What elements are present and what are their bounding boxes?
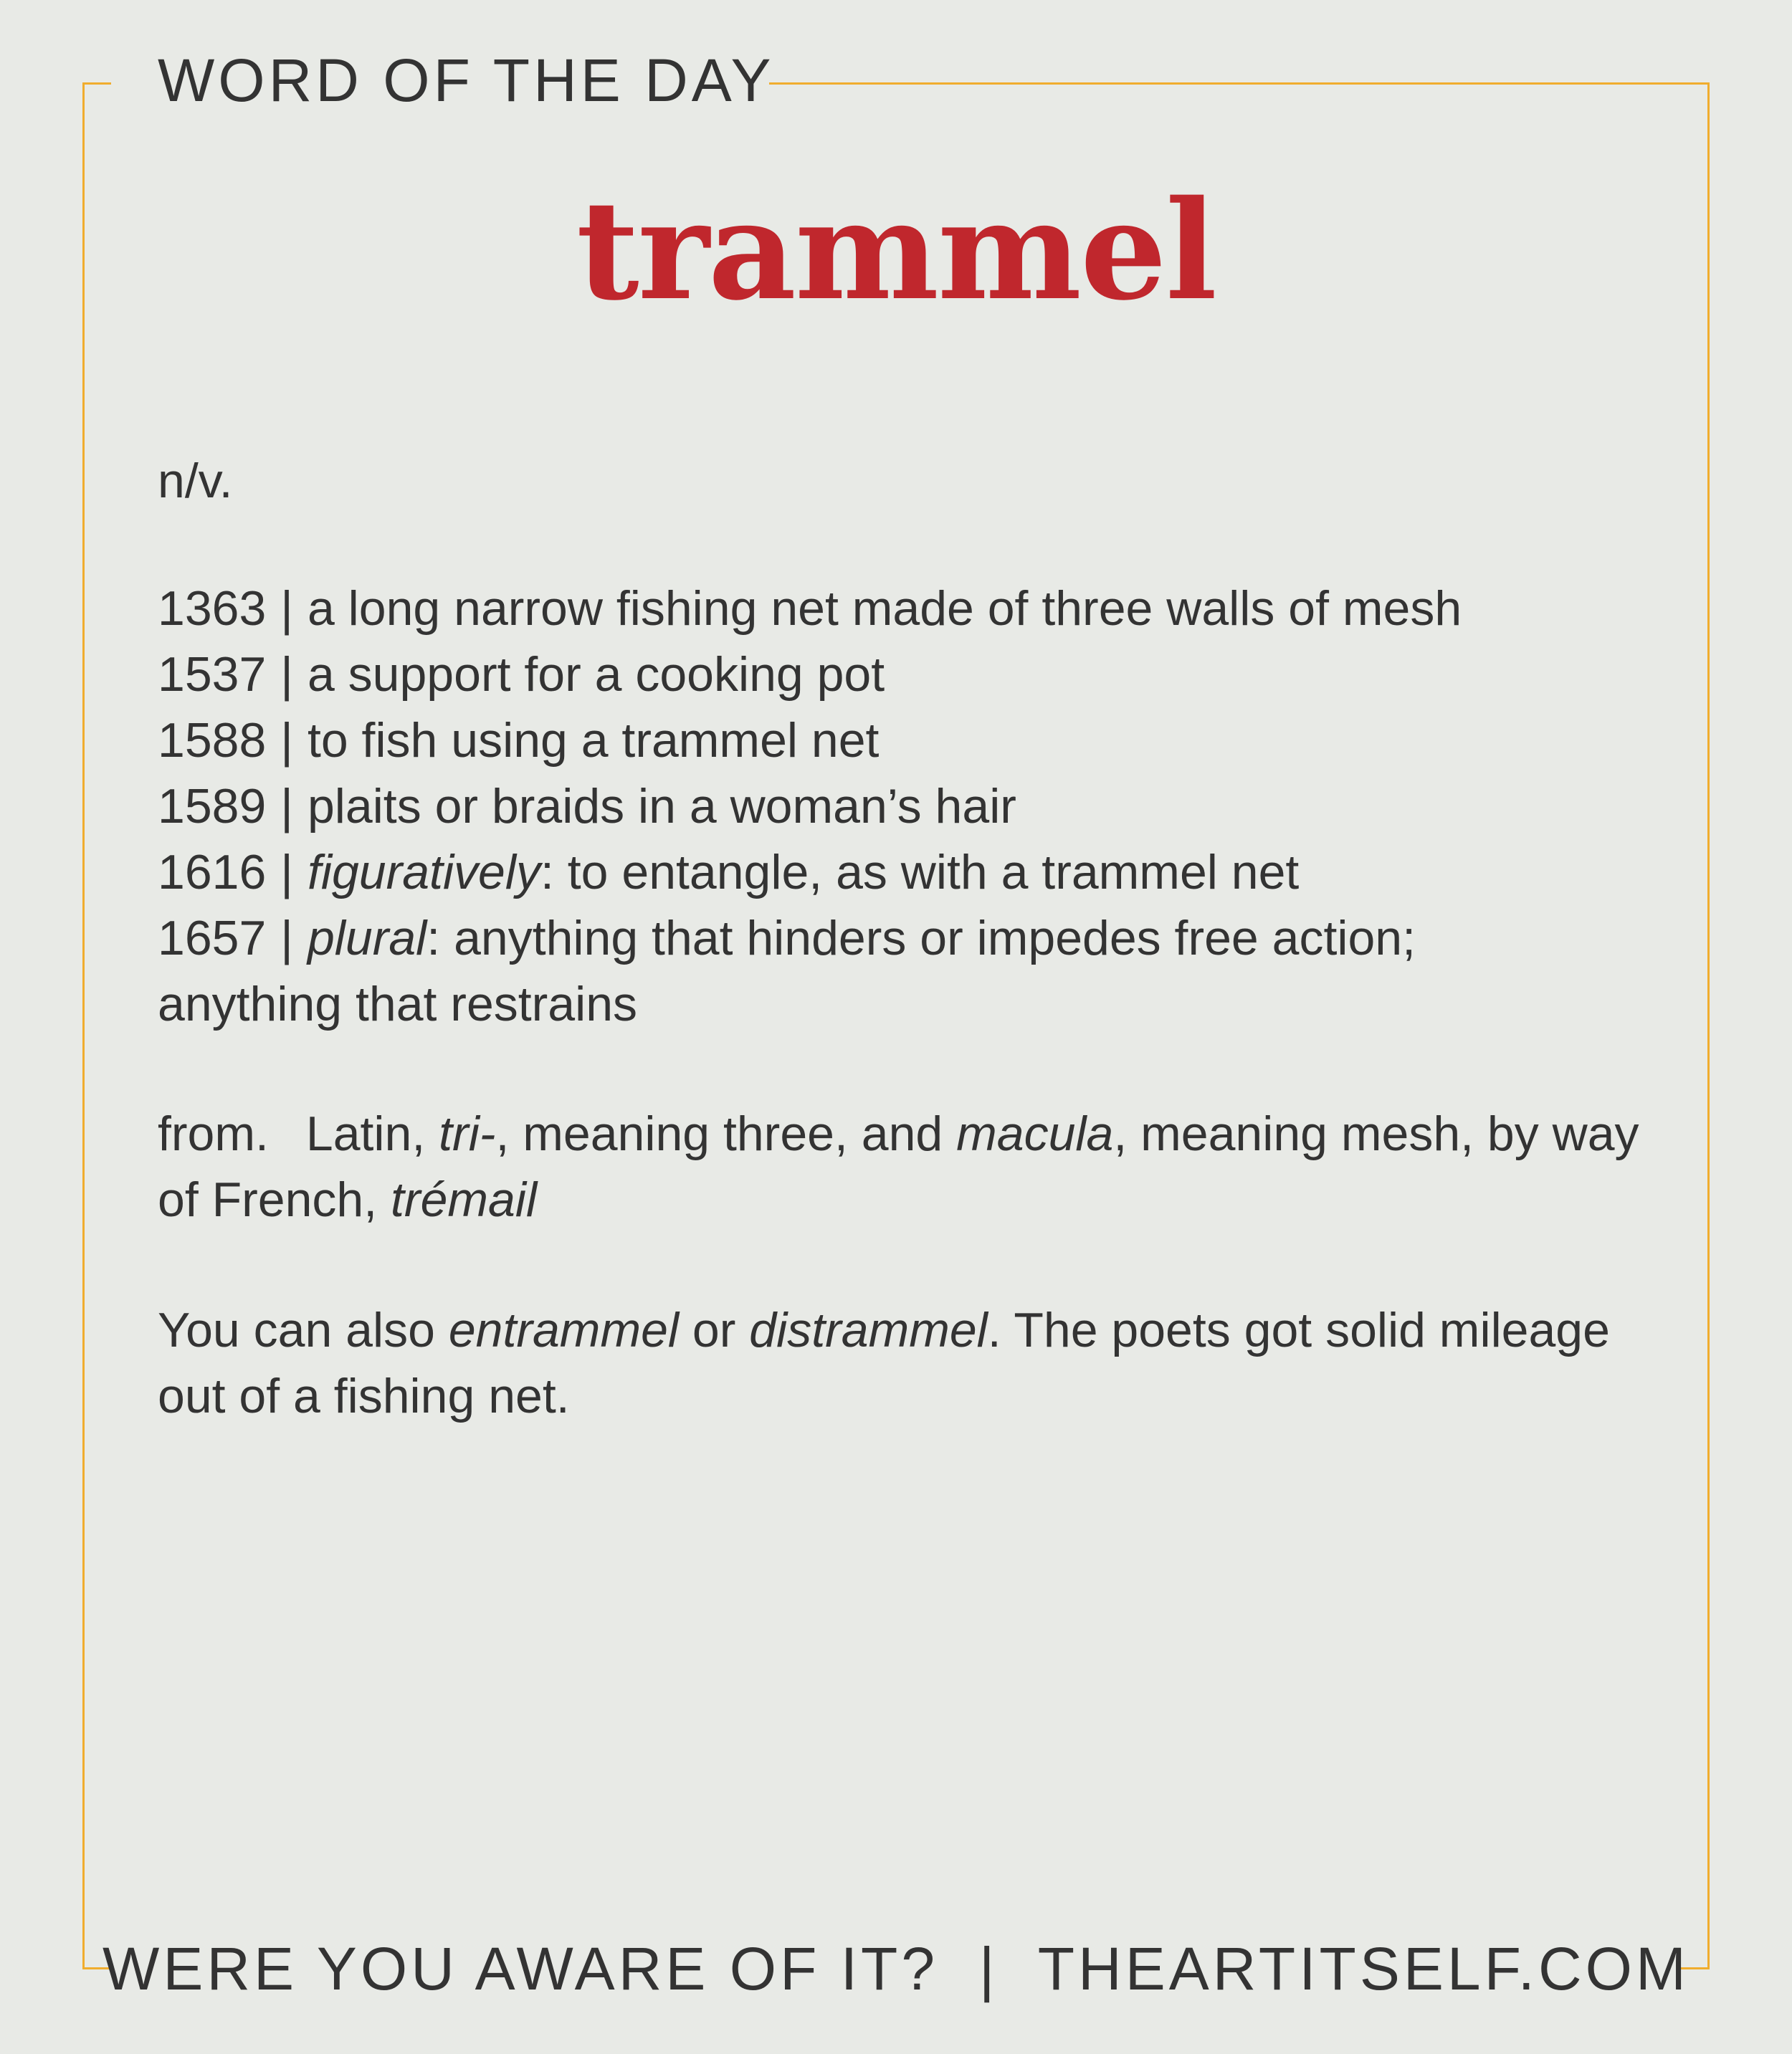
note-text: You can also — [158, 1303, 449, 1357]
frame-left-line — [82, 82, 85, 1969]
definition-item — [158, 641, 1649, 707]
definition-item — [158, 575, 1649, 641]
definition-label: figuratively — [307, 845, 540, 899]
definition-year: 1589 — [158, 779, 267, 833]
definition-text: : to entangle, as with a trammel net — [540, 845, 1300, 899]
etymology-text: , meaning three, and — [495, 1107, 957, 1161]
etymology-term: trémail — [391, 1172, 538, 1227]
note-text: or — [679, 1303, 750, 1357]
definition-item — [158, 773, 1649, 839]
etymology-paragraph — [158, 1101, 1649, 1233]
definition-year: 1363 — [158, 581, 267, 636]
definition-year: 1537 — [158, 647, 267, 702]
note-paragraph — [158, 1297, 1649, 1429]
note-term: distrammel — [749, 1303, 988, 1357]
definition-separator: | — [280, 581, 293, 636]
headword: trammel — [576, 171, 1216, 330]
part-of-speech: n/v. — [158, 454, 233, 508]
definition-separator: | — [280, 779, 293, 833]
definition-text: a long narrow fishing net made of three walls of mesh — [307, 581, 1462, 636]
etymology-prefix: from. — [158, 1107, 269, 1161]
definition-text: a support for a cooking pot — [307, 647, 885, 702]
definition-continuation: anything that restrains — [158, 977, 638, 1031]
definition-item — [158, 905, 1649, 971]
etymology-term: macula — [956, 1107, 1114, 1161]
header-title: WORD OF THE DAY — [158, 47, 775, 114]
definition-text: to fish using a trammel net — [307, 713, 880, 768]
definitions-list — [158, 575, 1649, 1037]
footer-tagline: WERE YOU AWARE OF IT? | THEARTITSELF.COM — [103, 1935, 1689, 2002]
definition-item — [158, 707, 1649, 773]
etymology-text: Latin, — [305, 1107, 439, 1161]
frame-top-right-line — [769, 82, 1710, 85]
definition-separator: | — [280, 845, 293, 899]
definition-label: plural — [307, 911, 427, 965]
note-term: entrammel — [448, 1303, 680, 1357]
note-text: . The poets got solid mileage out of a fishing net. — [158, 1303, 1610, 1423]
frame-right-line — [1707, 82, 1710, 1969]
definition-separator: | — [280, 713, 293, 768]
definition-separator: | — [280, 911, 293, 965]
definition-text: plaits or braids in a woman’s hair — [307, 779, 1016, 833]
definition-year: 1657 — [158, 911, 267, 965]
definition-year: 1588 — [158, 713, 267, 768]
definition-item — [158, 839, 1649, 905]
definition-text: : anything that hinders or impedes free action; — [426, 911, 1416, 965]
etymology-term: tri- — [439, 1107, 496, 1161]
etymology-text: , meaning mesh, by way of French, — [158, 1107, 1639, 1227]
definition-separator: | — [280, 647, 293, 702]
definition-year: 1616 — [158, 845, 267, 899]
frame-top-left-line — [82, 82, 111, 85]
